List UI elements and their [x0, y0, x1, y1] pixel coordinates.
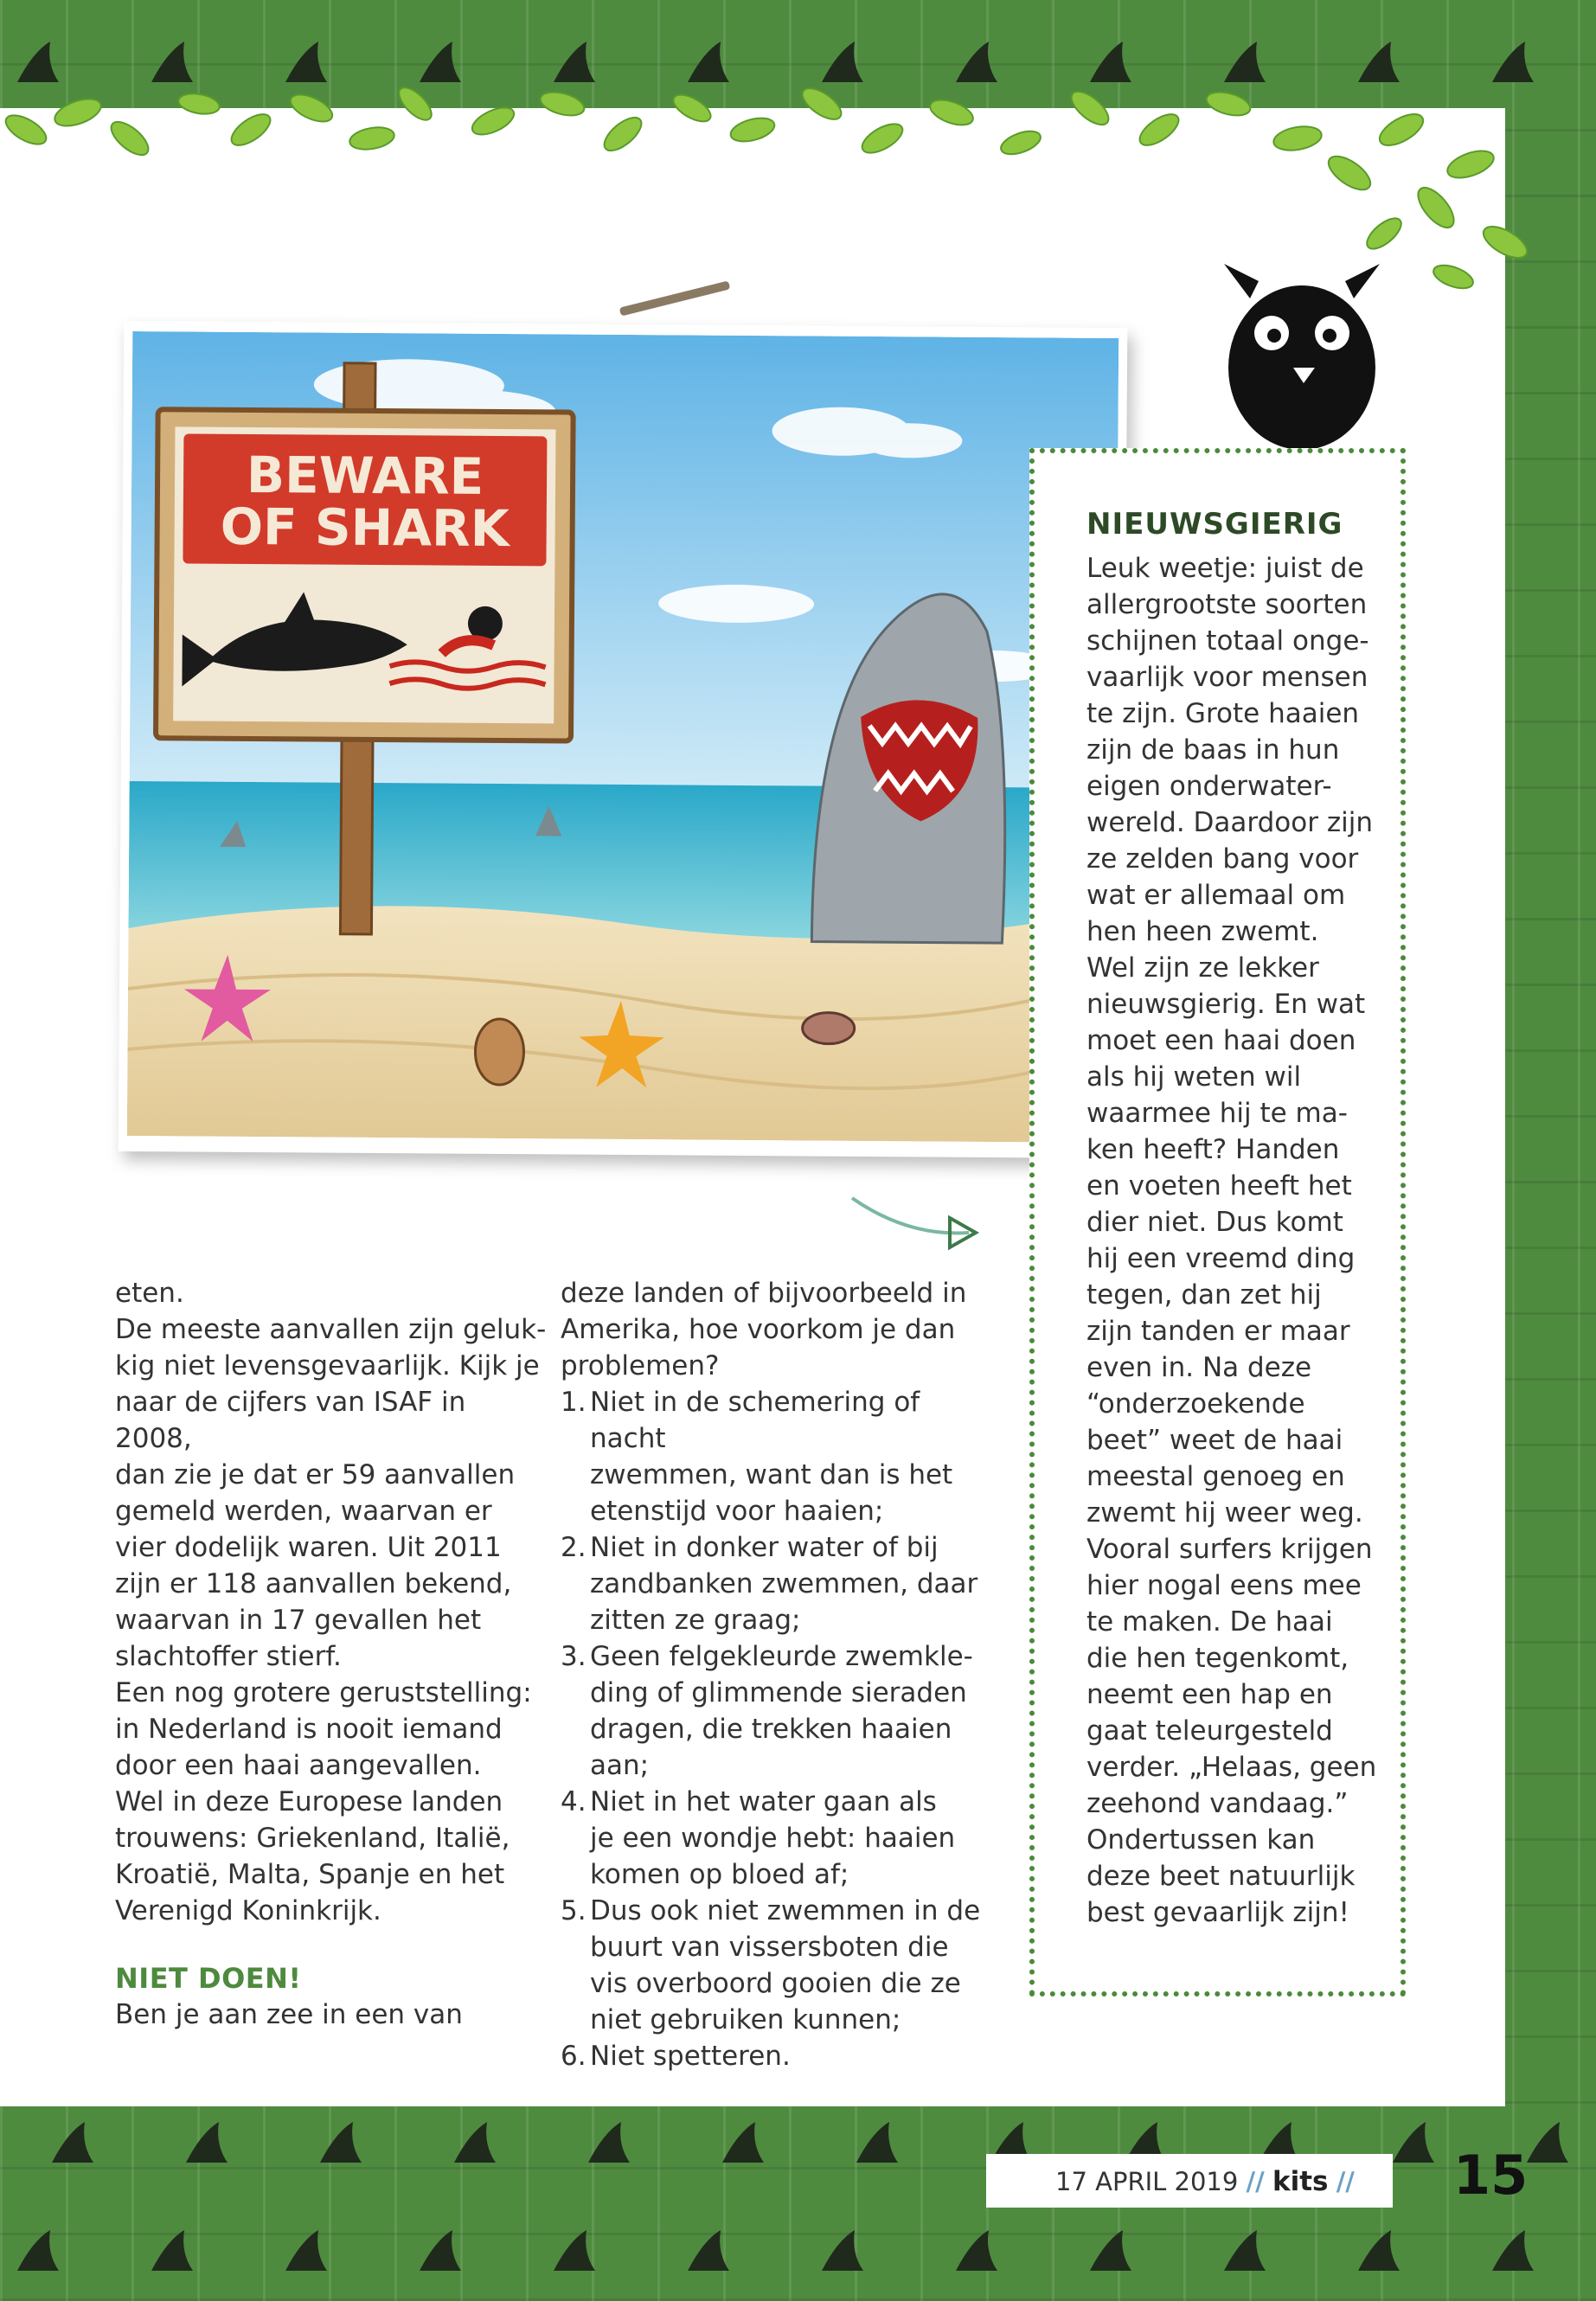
fin-icon [1393, 2122, 1434, 2163]
footer-bar [986, 2154, 1393, 2208]
fin-icon [1527, 2122, 1568, 2163]
arrow-icon [848, 1185, 986, 1263]
article-column-1 [115, 1275, 548, 2033]
footer-separator: // [1246, 2167, 1265, 2196]
column2-intro: deze landen of bijvoorbeeld in Amerika, hoe voorkom je dan problemen? [561, 1278, 967, 1381]
fin-icon [856, 2122, 898, 2163]
fin-icon [554, 2230, 595, 2271]
fin-icon [822, 42, 863, 82]
sidebar-title: NIEUWSGIERIG [1086, 507, 1343, 542]
nieuwsgierig-sidebar [1029, 448, 1406, 1997]
article-column-2 [561, 1275, 984, 2074]
sign-text-line1: BEWARE [246, 445, 484, 506]
fin-icon [1090, 2230, 1131, 2271]
fin-icon [454, 2122, 496, 2163]
footer-date: 17 APRIL 2019 [1055, 2167, 1239, 2196]
fin-row-bottom-2 [0, 2223, 1596, 2284]
footer-brand: kits [1272, 2166, 1329, 2197]
fin-icon [956, 2230, 997, 2271]
tips-list [561, 1384, 984, 2074]
fin-icon [822, 2230, 863, 2271]
list-item: 5. Dus ook niet zwemmen in de buurt van vissersboten die vis overboord gooien die ze niet gebruiken kunnen; [561, 1895, 981, 2035]
list-item: 6. Niet spetteren. [561, 2041, 791, 2072]
column1-text: eten. De meeste aanvallen zijn geluk- kig niet levensgevaarlijk. Kijk je naar de cijfers van ISAF in 2008, dan zie je dat er 59 aanvallen gemeld werden, waarvan er vier dodelijk waren. Uit 2011 zijn er 118 aanvallen bekend, waarvan in 17 gevallen het slachtoffer stierf. Een nog grotere geruststelling: in Nederland is nooit iemand door een haai aangevallen. Wel in deze Europese landen trouwens: Griekenland, Italië, Kroatië, Malta, Spanje en het Verenigd Koninkrijk. [115, 1278, 547, 1926]
fin-icon [1358, 42, 1400, 82]
fin-icon [688, 42, 729, 82]
list-item: 1. Niet in de schemering of nacht zwemmen, want dan is het etenstijd voor haaien; [561, 1387, 953, 1527]
niet-doen-heading: NIET DOEN! [115, 1962, 302, 1995]
owl-icon [1207, 247, 1397, 463]
fin-icon [722, 2122, 764, 2163]
fin-icon [151, 2230, 193, 2271]
fin-icon [1358, 2230, 1400, 2271]
list-item: 3. Geen felgekleurde zwemkle- ding of glimmende sieraden dragen, die trekken haaien aan; [561, 1641, 973, 1781]
footer-separator: // [1336, 2167, 1355, 2196]
fin-icon [320, 2122, 362, 2163]
fin-icon [52, 2122, 93, 2163]
fin-icon [1090, 42, 1131, 82]
fin-icon [688, 2230, 729, 2271]
fin-icon [588, 2122, 630, 2163]
sidebar-text: Leuk weetje: juist de allergrootste soorten schijnen totaal onge- vaarlijk voor mensen te zijn. Grote haaien zijn de baas in hun eigen onderwater- wereld. Daardoor zijn ze zelden bang voor wat er allemaal om hen heen zwemt. Wel zijn ze lekker nieuwsgierig. En wat moet een haai doen als hij weten wil waarmee hij te ma- ken heeft? Handen en voeten heeft het dier niet. Dus komt hij een vreemd ding tegen, dan zet hij zijn tanden er maar even in. Na deze “onderzoekende beet” weet de haai meestal genoeg en zwemt hij weer weg. Vooral surfers krijgen hier nogal eens mee te maken. De haai die hen tegenkomt, neemt een hap en gaat teleurgesteld verder. „Helaas, geen zeehond vandaag.” Ondertussen kan deze beet natuurlijk best gevaarlijk zijn! [1086, 553, 1377, 1928]
fin-icon [1224, 42, 1266, 82]
list-item: 4. Niet in het water gaan als je een wondje hebt: haaien komen op bloed af; [561, 1786, 956, 1890]
fin-icon [151, 42, 193, 82]
fin-icon [285, 42, 327, 82]
fin-icon [1224, 2230, 1266, 2271]
fin-icon [554, 42, 595, 82]
fin-icon [285, 2230, 327, 2271]
list-item: 2. Niet in donker water of bij zandbanken zwemmen, daar zitten ze graag; [561, 1532, 978, 1636]
fin-icon [186, 2122, 228, 2163]
fin-icon [17, 42, 59, 82]
fin-row-top [0, 35, 1596, 95]
beach-illustration [127, 331, 1118, 1143]
beach-shark-photo [119, 321, 1128, 1158]
fin-icon [420, 42, 461, 82]
fin-icon [420, 2230, 461, 2271]
fin-icon [1492, 2230, 1534, 2271]
page-number: 15 [1453, 2144, 1529, 2207]
fin-icon [17, 2230, 59, 2271]
fin-icon [1492, 42, 1534, 82]
column1-after-heading: Ben je aan zee in een van [115, 1999, 463, 2030]
fin-icon [956, 42, 997, 82]
footer-text [1055, 2166, 1355, 2197]
sign-text-line2: OF SHARK [220, 497, 510, 559]
